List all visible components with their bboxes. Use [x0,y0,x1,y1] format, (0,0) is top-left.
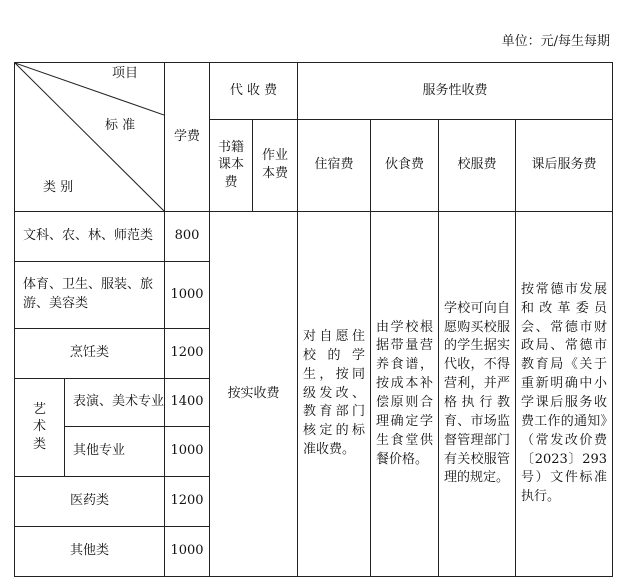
category-cell: 其他类 [15,527,165,577]
accommodation-fee-header: 住宿费 [298,120,371,212]
service-fees-header: 服务性收费 [298,63,613,120]
category-cell: 医药类 [15,477,165,527]
accommodation-merged-cell [298,212,371,577]
tuition-header: 学费 [165,63,210,212]
after-school-merged-cell [516,212,613,577]
uniform-merged-cell [439,212,516,577]
fee-table [14,62,613,577]
tuition-cell: 1000 [165,427,210,477]
unit-label: 单位：元/每生每期 [501,34,610,49]
diagonal-lines [15,63,164,211]
book-fee-header: 书籍课本费 [210,120,253,212]
tuition-cell: 1200 [165,477,210,527]
tuition-cell: 1200 [165,329,210,379]
tuition-cell: 1000 [165,262,210,329]
after-school-text: 按常德市发展和改革委员会、常德市财政局、常德市教育局《关于重新明确中小学课后服务收费工作的通知》（常发改价费〔2023〕293号）文件标准执行。 [521,281,608,505]
meal-merged-cell [371,212,439,577]
category-cell: 表演、美术专业 [65,379,165,427]
accommodation-text: 对自愿住校的学生，按同级发改、教育部门核定的标准收费。 [303,329,366,458]
art-group-label: 艺术类 [32,401,46,452]
category-cell: 体育、卫生、服装、旅游、美容类 [15,262,165,329]
corner-item-label: 项目 [112,66,139,81]
tuition-cell: 1400 [165,379,210,427]
corner-standard-label: 标 准 [105,118,136,133]
corner-category-label: 类 别 [43,180,74,195]
after-school-fee-header: 课后服务费 [516,120,613,212]
uniform-fee-header: 校服费 [439,120,516,212]
tuition-cell: 1000 [165,527,210,577]
homework-fee-header: 作业本费 [253,120,298,212]
tuition-cell: 800 [165,212,210,262]
art-group-cell [15,379,65,477]
diagonal-header-cell [15,63,165,212]
category-cell: 烹饪类 [15,329,165,379]
collect-merged-cell: 按实收费 [210,212,298,577]
category-cell: 其他专业 [65,427,165,477]
collect-header: 代 收 费 [210,63,298,120]
uniform-text: 学校可向自愿购买校服的学生据实代收，不得营利，并严格执行教育、市场监督管理部门有关校服管理的规定。 [444,300,511,486]
meal-fee-header: 伙食费 [371,120,439,212]
meal-text: 由学校根据带量营养食谱，按成本补偿原则合理确定学生食堂供餐价格。 [376,319,434,467]
category-cell: 文科、农、林、师范类 [15,212,165,262]
